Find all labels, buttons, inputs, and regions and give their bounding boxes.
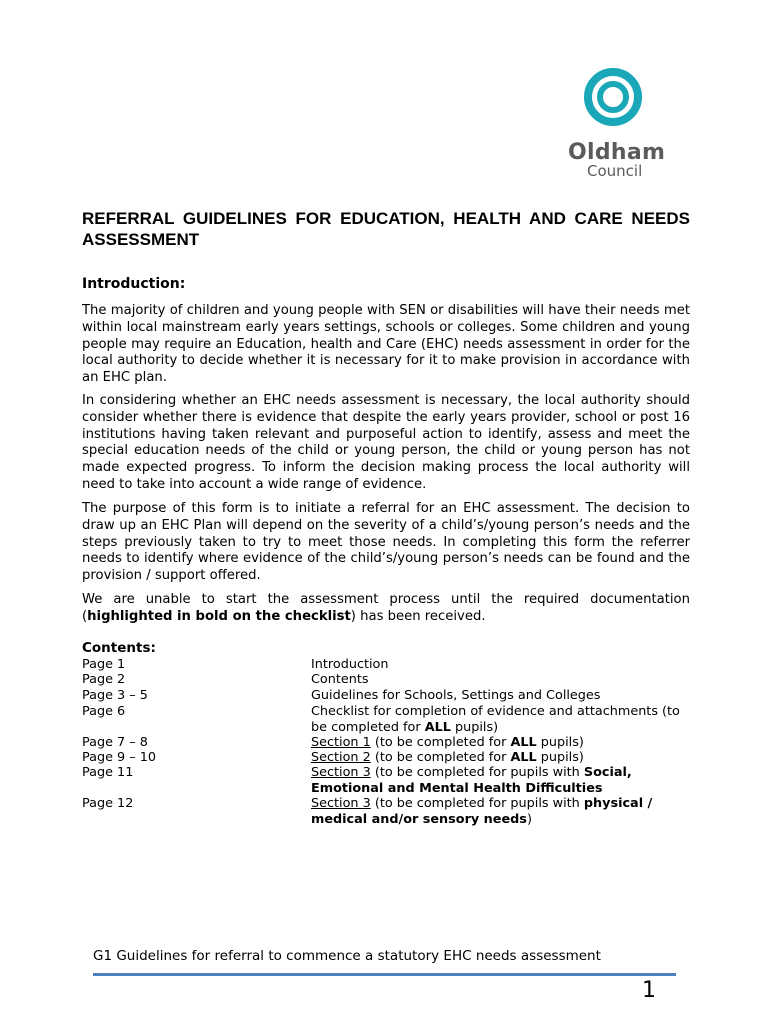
logo-sub: Council bbox=[587, 162, 643, 180]
footer-text: G1 Guidelines for referral to commence a statutory EHC needs assessment bbox=[93, 948, 601, 964]
toc-desc: Section 3 (to be completed for pupils with Social, Emotional and Mental Health Difficulties bbox=[311, 765, 632, 796]
toc-page: Page 9 – 10 bbox=[82, 750, 157, 765]
section-link[interactable]: Section 3 bbox=[311, 796, 371, 811]
toc-desc: Guidelines for Schools, Settings and Colleges bbox=[311, 688, 601, 703]
toc-desc: Contents bbox=[311, 672, 369, 687]
intro-paragraph-4: We are unable to start the assessment process until the required documentation (highlighted in bold on the checklist) has been received. bbox=[82, 592, 690, 624]
oldham-council-logo bbox=[565, 62, 685, 187]
toc-page: Page 6 bbox=[82, 704, 126, 719]
intro-paragraph-1: The majority of children and young people with SEN or disabilities will have their needs met within local mainstream early years settings, schools or colleges. Some children and young people may require an Education, health and Care (EHC) needs assessment in order for the local authority to decide whether it is necessary for it to make provision in accordance with an EHC plan. bbox=[82, 303, 690, 386]
logo-ring-icon bbox=[583, 67, 643, 127]
intro-paragraph-3: The purpose of this form is to initiate a referral for an EHC assessment. The decision to draw up an EHC Plan will depend on the severity of a child’s/young person’s needs and the steps previously taken to try to meet those needs. In completing this form the referrer needs to identify where evidence of the child’s/young person’s needs can be found and the provision / support offered. bbox=[82, 501, 690, 584]
section-link[interactable]: Section 2 bbox=[311, 750, 371, 765]
toc-desc: Section 3 (to be completed for pupils with physical / medical and/or sensory needs) bbox=[311, 796, 653, 827]
toc-desc: Section 1 (to be completed for ALL pupils) bbox=[311, 735, 584, 750]
intro-heading: Introduction: bbox=[82, 276, 186, 292]
contents-heading: Contents: bbox=[82, 640, 156, 656]
page-number: 1 bbox=[642, 978, 656, 1003]
toc-page: Page 3 – 5 bbox=[82, 688, 148, 703]
section-link[interactable]: Section 1 bbox=[311, 735, 371, 750]
toc-page: Page 2 bbox=[82, 672, 126, 687]
toc-page: Page 11 bbox=[82, 765, 134, 780]
toc-desc: Introduction bbox=[311, 657, 389, 672]
toc-desc: Section 2 (to be completed for ALL pupils) bbox=[311, 750, 584, 765]
logo-name: Oldham bbox=[568, 140, 666, 165]
document-title: REFERRAL GUIDELINES FOR EDUCATION, HEALTH AND CARE NEEDS ASSESSMENT bbox=[82, 209, 690, 249]
intro-paragraph-2: In considering whether an EHC needs assessment is necessary, the local authority should consider whether there is evidence that despite the early years provider, school or post 16 institutions having taken relevant and purposeful action to identify, assess and meet the special education needs of the child or young person, the child or young person has not made expected progress. To inform the decision making process the local authority will need to take into account a wide range of evidence. bbox=[82, 393, 690, 492]
footer-rule bbox=[93, 973, 676, 976]
section-link[interactable]: Section 3 bbox=[311, 765, 371, 780]
toc-page: Page 1 bbox=[82, 657, 126, 672]
toc-page: Page 12 bbox=[82, 796, 134, 811]
toc-desc: Checklist for completion of evidence and attachments (to be completed for ALL pupils) bbox=[311, 704, 680, 735]
toc-page: Page 7 – 8 bbox=[82, 735, 148, 750]
